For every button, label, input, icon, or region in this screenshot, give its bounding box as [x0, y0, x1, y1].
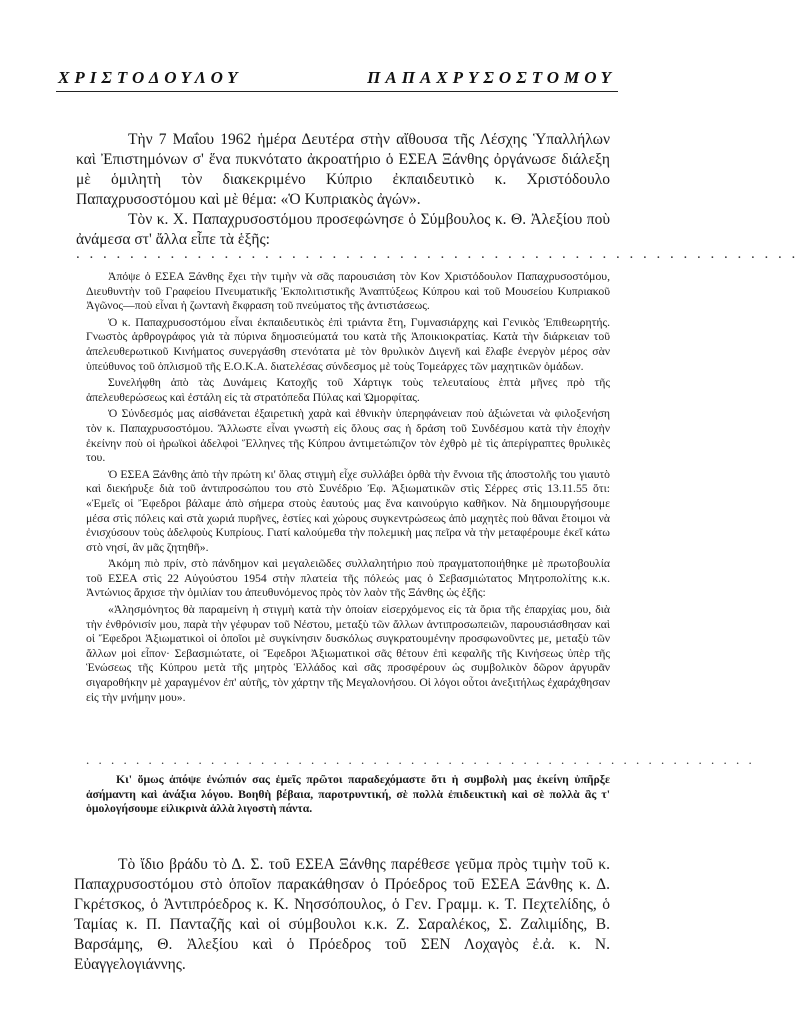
ellipsis-separator: . . . . . . . . . . . . . . . . . . . . . . . . . . . . . . . . . . . . . . . . . . . . . . . . . . . . . .: [76, 246, 798, 262]
page-header: [58, 68, 616, 88]
dinner-section: [74, 855, 610, 975]
speech-paragraph: Ὁ ΕΣΕΑ Ξάνθης ἀπὸ τὴν πρώτη κι' ὅλας στιγμὴ εἶχε συλλάβει ὀρθὰ τὴν ἔννοια τῆς ἀποστολῆς του γιαυτὸ καὶ διεκήρυξε διὰ τοῦ ἀντιπροσώπου του στὸ Συνέδριο Ἐφ. Ἀξιωματικῶν στὶς Σέρρες στὶς 13.11.55 ὅτι: «Ἐμεῖς οἱ Ἔφεδροι βάλαμε ἀπὸ σήμερα στοὺς ἑαυτούς μας ἕνα καινούργιο καθῆκον. Νὰ δημιουργήσουμε μέσα στὶς πόλεις καὶ στὰ χωριά πυρῆνες, ἑστίες καὶ χώρους συγκεντρώσεως ἀπὸ μαχητὲς ποὺ θἄναι ἕτοιμοι νὰ ἐνισχύσουν τοὺς ἀδελφοὺς Κυπρίους. Γιατί καλούμεθα τὴν πολεμικὴ μας πεῖρα νὰ τὴν μεταφέρουμε ἐκεῖ κάτω στὸ νησί, ἂν μᾶς ζητηθῆ».: [86, 467, 610, 554]
closing-section: [86, 773, 610, 817]
speech-paragraph: Ὁ κ. Παπαχρυσοστόμου εἶναι ἐκπαιδευτικὸς ἐπὶ τριάντα ἔτη, Γυμνασιάρχης καὶ Γενικὸς Ἐπιθεωρητής. Γνωστὸς ἀρθρογράφος γιὰ τὰ πύρινα δημοσιεύματά του κατὰ τῆς Ἀποικιοκρατίας. Κατὰ τὴν διάρκειαν τοῦ ἀπελευθερωτικοῦ Κινήματος συνεργάσθη στενότατα μὲ τὸν θρυλικὸν Διγενῆ καὶ ἔλαβε ἐνεργὸν μέρος σὰν ὑπεύθυνος τοῦ ὁπλισμοῦ τῆς Ε.Ο.Κ.Α. διατελέσας σύνδεσμος μὲ τοὺς Τομεάρχες τῶν μαχητικῶν ὁμάδων.: [86, 315, 610, 373]
dinner-paragraph: Τὸ ἴδιο βράδυ τὸ Δ. Σ. τοῦ ΕΣΕΑ Ξάνθης παρέθεσε γεῦμα πρὸς τιμὴν τοῦ κ. Παπαχρυσοστόμου στὸ ὁποῖον παρακάθησαν ὁ Πρόεδρος τοῦ ΕΣΕΑ Ξάνθης κ. Δ. Γκρέτσκος, ὁ Ἀντιπρόεδρος κ. Κ. Νησσόπουλος, ὁ Γεν. Γραμμ. κ. Τ. Πεχτελίδης, ὁ Ταμίας κ. Π. Πανταζῆς καὶ οἱ σύμβουλοι κ.κ. Ζ. Σαραλέκος, Σ. Ζαλιμίδης, Β. Βαρσάμης, Θ. Ἀλεξίου καὶ ὁ Πρόεδρος τοῦ ΣΕΝ Λοχαγὸς ἐ.ἀ. κ. Ν. Εὐαγγελογιάννης.: [74, 856, 610, 973]
ellipsis-separator: . . . . . . . . . . . . . . . . . . . . . . . . . . . . . . . . . . . . . . . . . . . . . . . . . . . . . .: [86, 752, 755, 767]
intro-section: [76, 130, 610, 250]
speech-paragraph: Ἀκόμη πιὸ πρίν, στὸ πάνδημον καὶ μεγαλειῶδες συλλαλητήριο ποὺ πραγματοποιήθηκε μὲ πρωτοβουλία τοῦ ΕΣΕΑ στὶς 22 Αὐγούστου 1954 στὴν πλατεία τῆς πόλεώς μας ὁ Σεβασμιώτατος Μητροπολίτης κ.κ. Ἀντώνιος ἄρχισε τὴν ὁμιλίαν του ἀπευθυνόμενος πρὸς τὸν λαὸν τῆς Ξάνθης ὡς ἑξῆς:: [86, 557, 610, 600]
speech-paragraph: Συνελήφθη ἀπὸ τὰς Δυνάμεις Κατοχῆς τοῦ Χάρτιγκ τοὺς τελευταίους ἑπτὰ μῆνες πρὸ τῆς ἀπελευθερώσεως καὶ ἐστάλη εἰς τὰ στρατόπεδα Πύλας καὶ Ὠμορφίτας.: [86, 376, 610, 404]
quote-paragraph: «Ἀλησμόνητος θὰ παραμείνη ἡ στιγμὴ κατὰ τὴν ὁποίαν εἰσερχόμενος εἰς τὰ ὅρια τῆς ἐπαρχίας μου, διὰ τὴν ἐνθρόνισίν μου, παρὰ τὴν γέφυραν τοῦ Νέστου, μεταξὺ τῶν ἄλλων ἀντιπροσωπειῶν, παρουσιάσθησαν καὶ οἱ Ἔφεδροι Ἀξιωματικοὶ οἱ ὁποῖοι μὲ συγκίνησιν δυσκόλως συγκρατουμένην προσφωνοῦντες με, μεταξὺ τῶν ἄλλων μοὶ εἶπον· Σεβασμιώτατε, οἱ Ἔφεδροι Ἀξιωματικοὶ σᾶς θέτουν ἐπὶ κεφαλῆς τῆς Κινήσεως ὑπὲρ τῆς Ἑνώσεως τῆς Κύπρου μετὰ τῆς μητρὸς Ἑλλάδος καὶ σᾶς προσφέρουν ὡς συμβολικὸν δῶρον ἀργυρᾶν σιγαροθήκην μὲ χαραγμένον ἐπ' αὐτῆς, τὸν χάρτην τῆς Μεγαλονήσου. Οἱ λόγοι οὗτοι ἀνεξιτήλως ἐχαράχθησαν εἰς τὴν μνήμην μου».: [86, 603, 610, 704]
closing-paragraph: Κι' ὅμως ἀπόψε ἐνώπιόν σας ἐμεῖς πρῶτοι παραδεχόμαστε ὅτι ἡ συμβολὴ μας ἐκείνη ὑπῆρξε ἀσήμαντη καὶ ἀνάξια λόγου. Βοηθὴ βέβαια, παροτρυντική, σὲ πολλὰ ἐπιδεικτικὴ καὶ σὲ πολλὰ ἂς τ' ὁμολογήσουμε εἰλικρινὰ ἀλλὰ λιγοστὴ πάντα.: [86, 773, 610, 816]
header-first-name: ΧΡΙΣΤΟΔΟΥΛΟΥ: [58, 68, 243, 87]
speech-paragraph: Ὁ Σύνδεσμός μας αἰσθάνεται ἐξαιρετικὴ χαρὰ καὶ ἐθνικὴν ὑπερηφάνειαν ποὺ ἀξιώνεται νὰ φιλοξενήση τὸν κ. Παπαχρυσοστόμου. Ἄλλωστε εἶναι γνωστὴ εἰς ὅλους σας ἡ δράση τοῦ Συνδέσμου κατὰ τὴν ἐποχὴν ἐκείνην ποὺ οἱ ἡρωϊκοὶ ἀδελφοὶ Ἕλληνες τῆς Κύπρου ἀντιμετώπιζον τὸν ἐχθρὸ μὲ τὶς ἀπερίγραπτες θρυλικὲς του.: [86, 407, 610, 465]
speech-section: [86, 270, 610, 707]
intro-paragraph: Τὸν κ. Χ. Παπαχρυσοστόμου προσεφώνησε ὁ Σύμβουλος κ. Θ. Ἀλεξίου ποὺ ἀνάμεσα στ' ἄλλα εἶπε τὰ ἑξῆς:: [76, 211, 610, 248]
header-rule: [56, 91, 618, 92]
intro-paragraph: Τὴν 7 Μαΐου 1962 ἡμέρα Δευτέρα στὴν αἴθουσα τῆς Λέσχης Ὑπαλλήλων καὶ Ἐπιστημόνων σ' ἕνα πυκνότατο ἀκροατήριο ὁ ΕΣΕΑ Ξάνθης ὀργάνωσε διάλεξη μὲ ὁμιλητὴ τὸν διακεκριμένο Κύπριο ἐκπαιδευτικὸ κ. Χριστόδουλο Παπαχρυσοστόμου καὶ μὲ θέμα: «Ὁ Κυπριακὸς ἀγών».: [76, 131, 610, 208]
speech-paragraph: Ἀπόψε ὁ ΕΣΕΑ Ξάνθης ἔχει τὴν τιμὴν νὰ σᾶς παρουσιάση τὸν Κον Χριστόδουλον Παπαχρυσοστόμου, Διευθυντὴν τοῦ Γραφείου Πνευματικῆς Ἐκπολιτιστικῆς Ἀναπτύξεως Κύπρου καὶ τοῦ Μουσείου Κυπριακοῦ Ἀγῶνος—ποὺ εἶναι ἡ ζωντανὴ ἔκφραση τοῦ πνεύματος τῆς ἀντιστάσεως.: [86, 270, 610, 313]
header-surname: ΠΑΠΑΧΡΥΣΟΣΤΟΜΟΥ: [367, 68, 616, 87]
